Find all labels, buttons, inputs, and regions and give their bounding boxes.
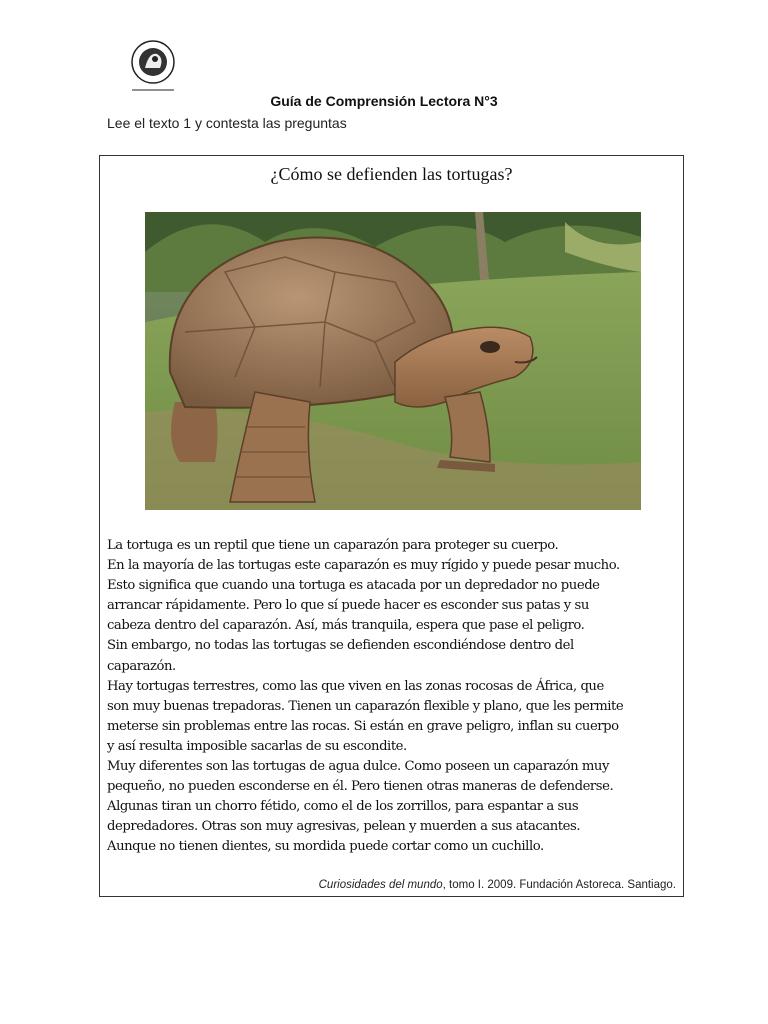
body-line: y así resulta imposible sacarlas de su escondite. xyxy=(107,738,407,754)
instruction: Lee el texto 1 y contesta las preguntas xyxy=(107,115,347,131)
body-line: Sin embargo, no todas las tortugas se defienden escondiéndose dentro del xyxy=(107,638,574,654)
body-line: meterse sin problemas entre las rocas. Si están en grave peligro, inflan su cuerpo xyxy=(107,718,619,734)
article-body xyxy=(107,536,677,858)
body-line: caparazón. xyxy=(107,658,176,674)
body-line: Esto significa que cuando una tortuga es atacada por un depredador no puede xyxy=(107,578,600,594)
body-line: depredadores. Otras son muy agresivas, pelean y muerden a sus atacantes. xyxy=(107,819,581,835)
body-line: son muy buenas trepadoras. Tienen un caparazón flexible y plano, que les permite xyxy=(107,698,624,714)
guide-title: Guía de Comprensión Lectora N°3 xyxy=(270,93,498,109)
body-line: pequeño, no pueden esconderse en él. Pero tienen otras maneras de defenderse. xyxy=(107,779,614,795)
body-line: Hay tortugas terrestres, como las que viven en las zonas rocosas de África, que xyxy=(107,678,604,694)
school-logo xyxy=(124,38,182,94)
citation-book: Curiosidades del mundo xyxy=(318,879,443,891)
article-title: ¿Cómo se defienden las tortugas? xyxy=(270,164,513,184)
citation xyxy=(319,879,676,891)
citation-details: , tomo I. 2009. Fundación Astoreca. Santiago. xyxy=(442,879,676,891)
tortoise-photo xyxy=(145,212,641,510)
body-line: En la mayoría de las tortugas este caparazón es muy rígido y puede pesar mucho. xyxy=(107,558,620,574)
body-line: La tortuga es un reptil que tiene un caparazón para proteger su cuerpo. xyxy=(107,538,559,553)
body-line: cabeza dentro del caparazón. Así, más tranquila, espera que pase el peligro. xyxy=(107,618,585,634)
body-line: arrancar rápidamente. Pero lo que sí puede hacer es esconder sus patas y su xyxy=(107,598,589,614)
body-line: Aunque no tienen dientes, su mordida puede cortar como un cuchillo. xyxy=(107,839,544,855)
body-line: Muy diferentes son las tortugas de agua dulce. Como poseen un caparazón muy xyxy=(107,759,609,775)
body-line: Algunas tiran un chorro fétido, como el de los zorrillos, para espantar a sus xyxy=(107,799,579,815)
text-frame xyxy=(99,155,684,897)
